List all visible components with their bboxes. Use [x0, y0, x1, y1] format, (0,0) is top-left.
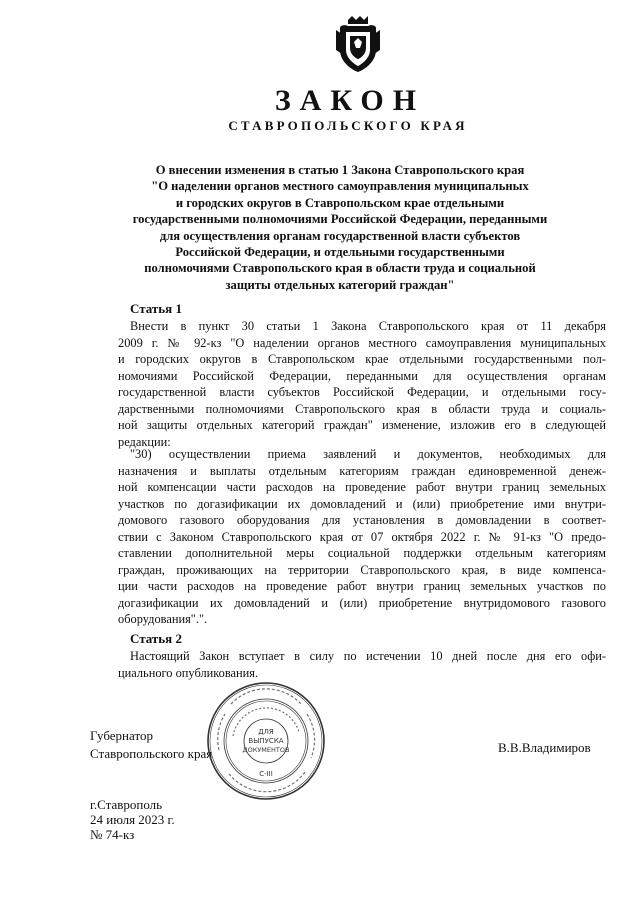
text-line: 2009 г. № 92-кз "О наделении органов местного самоуправления муниципальных	[118, 335, 606, 350]
law-title: ЗАКОН	[274, 84, 426, 117]
heading-line: О внесении изменения в статью 1 Закона Ставропольского края	[155, 163, 525, 177]
footer-date: 24 июля 2023 г.	[90, 812, 175, 827]
signatory-name: В.В.Владимиров	[498, 740, 591, 755]
text-line: государственной власти субъектов Российской Федерации, и отдельными госу-	[118, 385, 606, 399]
text-line: ции части расходов на проведение работ внутри границ земельных участков по	[118, 579, 606, 593]
text-line: ствии с Законом Ставропольского края от 07 октября 2022 г. № 91-кз "О предо-	[118, 529, 606, 544]
text-line: догазификации их домовладений и (или) приобретение внутридомового газового	[118, 595, 606, 610]
text-line: ной защиты отдельных категорий граждан" изменение, изложив его в следующей	[118, 418, 606, 432]
footer-city: г.Ставрополь	[90, 797, 163, 812]
text-line: ной компенсации части расходов на проведение работ внутри границ земельных	[118, 480, 606, 494]
heading-line: "О наделении органов местного самоуправления муниципальных	[151, 179, 529, 194]
heading-line: полномочиями Ставропольского края в области труда и социальной	[144, 261, 536, 276]
heading-line: государственными полномочиями Российской Федерации, переданными	[132, 212, 548, 227]
footer-number: № 74-кз	[90, 827, 135, 842]
heading-line: Российской Федерации, и отдельными государственными	[175, 245, 505, 260]
stamp-center-line2: ВЫПУСКА	[248, 737, 284, 745]
text-line: циального опубликования.	[118, 665, 259, 680]
stamp-center-line1: ДЛЯ	[258, 728, 274, 736]
article-1-paragraph-2	[118, 446, 606, 628]
article-1-title: Статья 1	[130, 301, 182, 316]
heading-line: для осуществления органам государственной власти субъектов	[159, 228, 521, 243]
text-line: редакции:	[118, 434, 171, 449]
text-line: дарственными полномочиями Ставропольского края в области труда и социаль-	[118, 401, 606, 416]
text-line: граждан, проживающих на территории Ставропольского края, в виде компенса-	[118, 562, 606, 577]
text-line: и городских округов в Ставропольском крае отдельными государственными пол-	[118, 352, 606, 366]
article-1-paragraph-1	[118, 318, 606, 450]
stamp-code: С-III	[259, 770, 273, 778]
signatory-position	[90, 727, 212, 763]
law-subtitle: СТАВРОПОЛЬСКОГО КРАЯ	[228, 118, 468, 133]
text-line: участков по догазификации их домовладений и (или) приобретение ими внутри-	[118, 496, 606, 511]
article-2-title: Статья 2	[130, 631, 182, 646]
text-line: домового газового оборудования для установления в домовладении в соответ-	[118, 513, 606, 527]
coat-of-arms-emblem	[334, 14, 382, 74]
position-line: Губернатор	[90, 728, 153, 743]
law-heading	[80, 162, 600, 293]
heading-line: и городских округов в Ставропольском крае отдельными	[175, 195, 505, 210]
position-line: Ставропольского края	[90, 746, 213, 761]
official-stamp	[205, 680, 327, 802]
stamp-center-line3: ДОКУМЕНТОВ	[242, 746, 290, 754]
heading-line: защиты отдельных категорий граждан"	[225, 277, 455, 292]
text-line: номочиями Российской Федерации, переданными для осуществления органам	[118, 368, 606, 383]
document-footer	[90, 797, 175, 842]
text-line: Внести в пункт 30 статьи 1 Закона Ставропольского края от 11 декабря	[130, 319, 606, 333]
text-line: оборудования".".	[118, 612, 208, 626]
text-line: Настоящий Закон вступает в силу по истечении 10 дней после дня его офи-	[130, 649, 606, 663]
text-line: "30) осуществлении приема заявлений и документов, необходимых для	[130, 447, 606, 461]
text-line: назначения и выплаты отдельным категориям граждан единовременной денеж-	[118, 463, 606, 478]
text-line: ставлении дополнительной меры социальной поддержки отдельным категориям	[118, 546, 606, 560]
article-2-paragraph	[118, 648, 606, 681]
